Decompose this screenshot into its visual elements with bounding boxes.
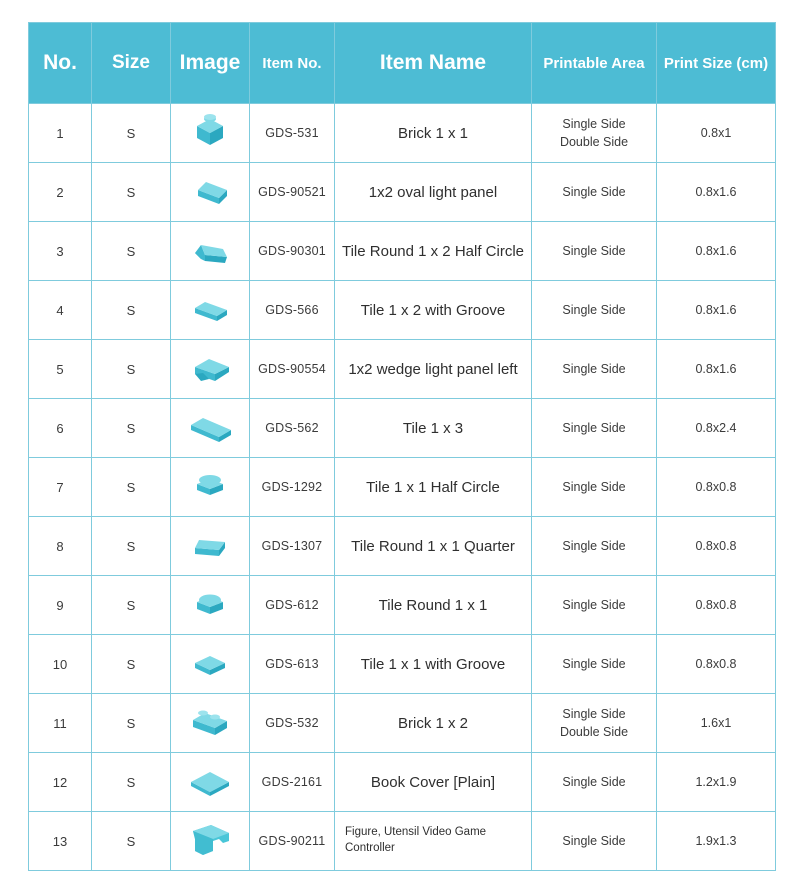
column-header-item-name: Item Name	[335, 23, 532, 104]
table-row	[29, 104, 776, 163]
table-row	[29, 281, 776, 340]
table-row	[29, 576, 776, 635]
cell-printable-area	[532, 222, 657, 281]
tile-round-1x2-half-circle-icon	[171, 226, 249, 276]
cell-size: S	[92, 517, 171, 576]
table-header-row	[29, 23, 776, 104]
printable-area-line: Single Side	[562, 479, 626, 494]
cell-printable-area	[532, 517, 657, 576]
cell-printable-area	[532, 163, 657, 222]
table-body	[29, 104, 776, 871]
cell-item-name: 1x2 wedge light panel left	[335, 340, 532, 399]
cell-item-name: Tile Round 1 x 1	[335, 576, 532, 635]
cell-item-no: GDS-2161	[250, 753, 335, 812]
column-header-size: Size	[92, 23, 171, 104]
column-header-print-size: Print Size (cm)	[657, 23, 776, 104]
cell-no: 3	[29, 222, 92, 281]
table-row	[29, 694, 776, 753]
cell-item-name: Book Cover [Plain]	[335, 753, 532, 812]
brick-1x1-icon	[171, 108, 249, 158]
cell-no: 5	[29, 340, 92, 399]
cell-size: S	[92, 222, 171, 281]
table-row	[29, 753, 776, 812]
table-row	[29, 340, 776, 399]
cell-printable-area	[532, 753, 657, 812]
book-cover-plain-icon	[171, 757, 249, 807]
cell-image	[171, 104, 250, 163]
cell-item-no: GDS-566	[250, 281, 335, 340]
parts-table	[28, 22, 776, 871]
oval-light-panel-1x2-icon	[171, 167, 249, 217]
video-game-controller-icon	[171, 816, 249, 866]
cell-size: S	[92, 576, 171, 635]
tile-1x2-groove-icon	[171, 285, 249, 335]
cell-item-name: Tile 1 x 1 Half Circle	[335, 458, 532, 517]
wedge-light-panel-left-icon	[171, 344, 249, 394]
printable-area-line: Single Side	[562, 420, 626, 435]
cell-no: 4	[29, 281, 92, 340]
cell-item-name: Tile 1 x 1 with Groove	[335, 635, 532, 694]
cell-item-no: GDS-1307	[250, 517, 335, 576]
printable-area-line: Single Side	[562, 184, 626, 199]
printable-area-line: Single Side	[562, 243, 626, 258]
cell-size: S	[92, 812, 171, 871]
cell-size: S	[92, 340, 171, 399]
printable-area-line: Single Side	[562, 597, 626, 612]
tile-1x1-groove-icon	[171, 639, 249, 689]
tile-round-1x1-icon	[171, 580, 249, 630]
cell-item-no: GDS-90521	[250, 163, 335, 222]
cell-image	[171, 517, 250, 576]
cell-image	[171, 222, 250, 281]
cell-printable-area	[532, 104, 657, 163]
printable-area-line: Single Side	[562, 774, 626, 789]
cell-size: S	[92, 635, 171, 694]
cell-printable-area	[532, 812, 657, 871]
cell-item-name: Tile 1 x 2 with Groove	[335, 281, 532, 340]
cell-item-no: GDS-90211	[250, 812, 335, 871]
cell-print-size: 0.8x0.8	[657, 517, 776, 576]
cell-size: S	[92, 281, 171, 340]
cell-item-no: GDS-1292	[250, 458, 335, 517]
table-row	[29, 399, 776, 458]
cell-print-size: 0.8x2.4	[657, 399, 776, 458]
printable-area-line: Single Side	[562, 833, 626, 848]
cell-print-size: 1.9x1.3	[657, 812, 776, 871]
cell-item-name: 1x2 oval light panel	[335, 163, 532, 222]
cell-printable-area	[532, 340, 657, 399]
column-header-no: No.	[29, 23, 92, 104]
cell-printable-area	[532, 635, 657, 694]
cell-printable-area	[532, 576, 657, 635]
cell-size: S	[92, 694, 171, 753]
cell-print-size: 1.2x1.9	[657, 753, 776, 812]
cell-printable-area	[532, 694, 657, 753]
cell-no: 6	[29, 399, 92, 458]
tile-1x3-icon	[171, 403, 249, 453]
cell-print-size: 0.8x0.8	[657, 576, 776, 635]
cell-no: 10	[29, 635, 92, 694]
column-header-item-no: Item No.	[250, 23, 335, 104]
cell-image	[171, 635, 250, 694]
table-row	[29, 163, 776, 222]
cell-item-no: GDS-90554	[250, 340, 335, 399]
cell-item-name: Tile Round 1 x 1 Quarter	[335, 517, 532, 576]
cell-print-size: 0.8x1	[657, 104, 776, 163]
cell-print-size: 0.8x1.6	[657, 340, 776, 399]
printable-area-line: Single Side	[562, 656, 626, 671]
cell-print-size: 0.8x1.6	[657, 163, 776, 222]
cell-image	[171, 694, 250, 753]
printable-area-line: Single Side	[562, 538, 626, 553]
cell-item-no: GDS-90301	[250, 222, 335, 281]
printable-area-line: Single Side	[562, 302, 626, 317]
cell-printable-area	[532, 281, 657, 340]
cell-item-no: GDS-531	[250, 104, 335, 163]
table-header	[29, 23, 776, 104]
cell-print-size: 0.8x0.8	[657, 635, 776, 694]
cell-item-name: Brick 1 x 1	[335, 104, 532, 163]
cell-item-no: GDS-613	[250, 635, 335, 694]
cell-no: 12	[29, 753, 92, 812]
printable-area-line: Double Side	[559, 725, 629, 739]
table-row	[29, 812, 776, 871]
cell-no: 13	[29, 812, 92, 871]
cell-no: 9	[29, 576, 92, 635]
cell-printable-area	[532, 458, 657, 517]
printable-area-line: Single Side	[562, 706, 626, 721]
cell-print-size: 1.6x1	[657, 694, 776, 753]
cell-print-size: 0.8x0.8	[657, 458, 776, 517]
cell-image	[171, 399, 250, 458]
cell-size: S	[92, 458, 171, 517]
cell-size: S	[92, 399, 171, 458]
column-header-printable-area: Printable Area	[532, 23, 657, 104]
cell-no: 2	[29, 163, 92, 222]
cell-item-no: GDS-562	[250, 399, 335, 458]
cell-no: 8	[29, 517, 92, 576]
brick-1x2-icon	[171, 698, 249, 748]
cell-item-name: Brick 1 x 2	[335, 694, 532, 753]
cell-item-name: Figure, Utensil Video Game Controller	[335, 812, 532, 871]
cell-item-name: Tile Round 1 x 2 Half Circle	[335, 222, 532, 281]
cell-no: 1	[29, 104, 92, 163]
table-row	[29, 222, 776, 281]
cell-no: 11	[29, 694, 92, 753]
cell-item-name: Tile 1 x 3	[335, 399, 532, 458]
cell-printable-area	[532, 399, 657, 458]
tile-round-1x1-quarter-icon	[171, 521, 249, 571]
printable-area-line: Double Side	[559, 135, 629, 149]
cell-item-no: GDS-612	[250, 576, 335, 635]
cell-image	[171, 812, 250, 871]
cell-image	[171, 340, 250, 399]
cell-no: 7	[29, 458, 92, 517]
cell-size: S	[92, 104, 171, 163]
tile-1x1-half-circle-icon	[171, 462, 249, 512]
cell-size: S	[92, 163, 171, 222]
column-header-image: Image	[171, 23, 250, 104]
printable-area-line: Single Side	[562, 116, 626, 131]
table-row	[29, 635, 776, 694]
cell-print-size: 0.8x1.6	[657, 281, 776, 340]
cell-image	[171, 458, 250, 517]
cell-print-size: 0.8x1.6	[657, 222, 776, 281]
cell-size: S	[92, 753, 171, 812]
cell-image	[171, 753, 250, 812]
cell-item-no: GDS-532	[250, 694, 335, 753]
table-row	[29, 458, 776, 517]
table-row	[29, 517, 776, 576]
cell-image	[171, 576, 250, 635]
cell-image	[171, 163, 250, 222]
printable-area-line: Single Side	[562, 361, 626, 376]
cell-image	[171, 281, 250, 340]
